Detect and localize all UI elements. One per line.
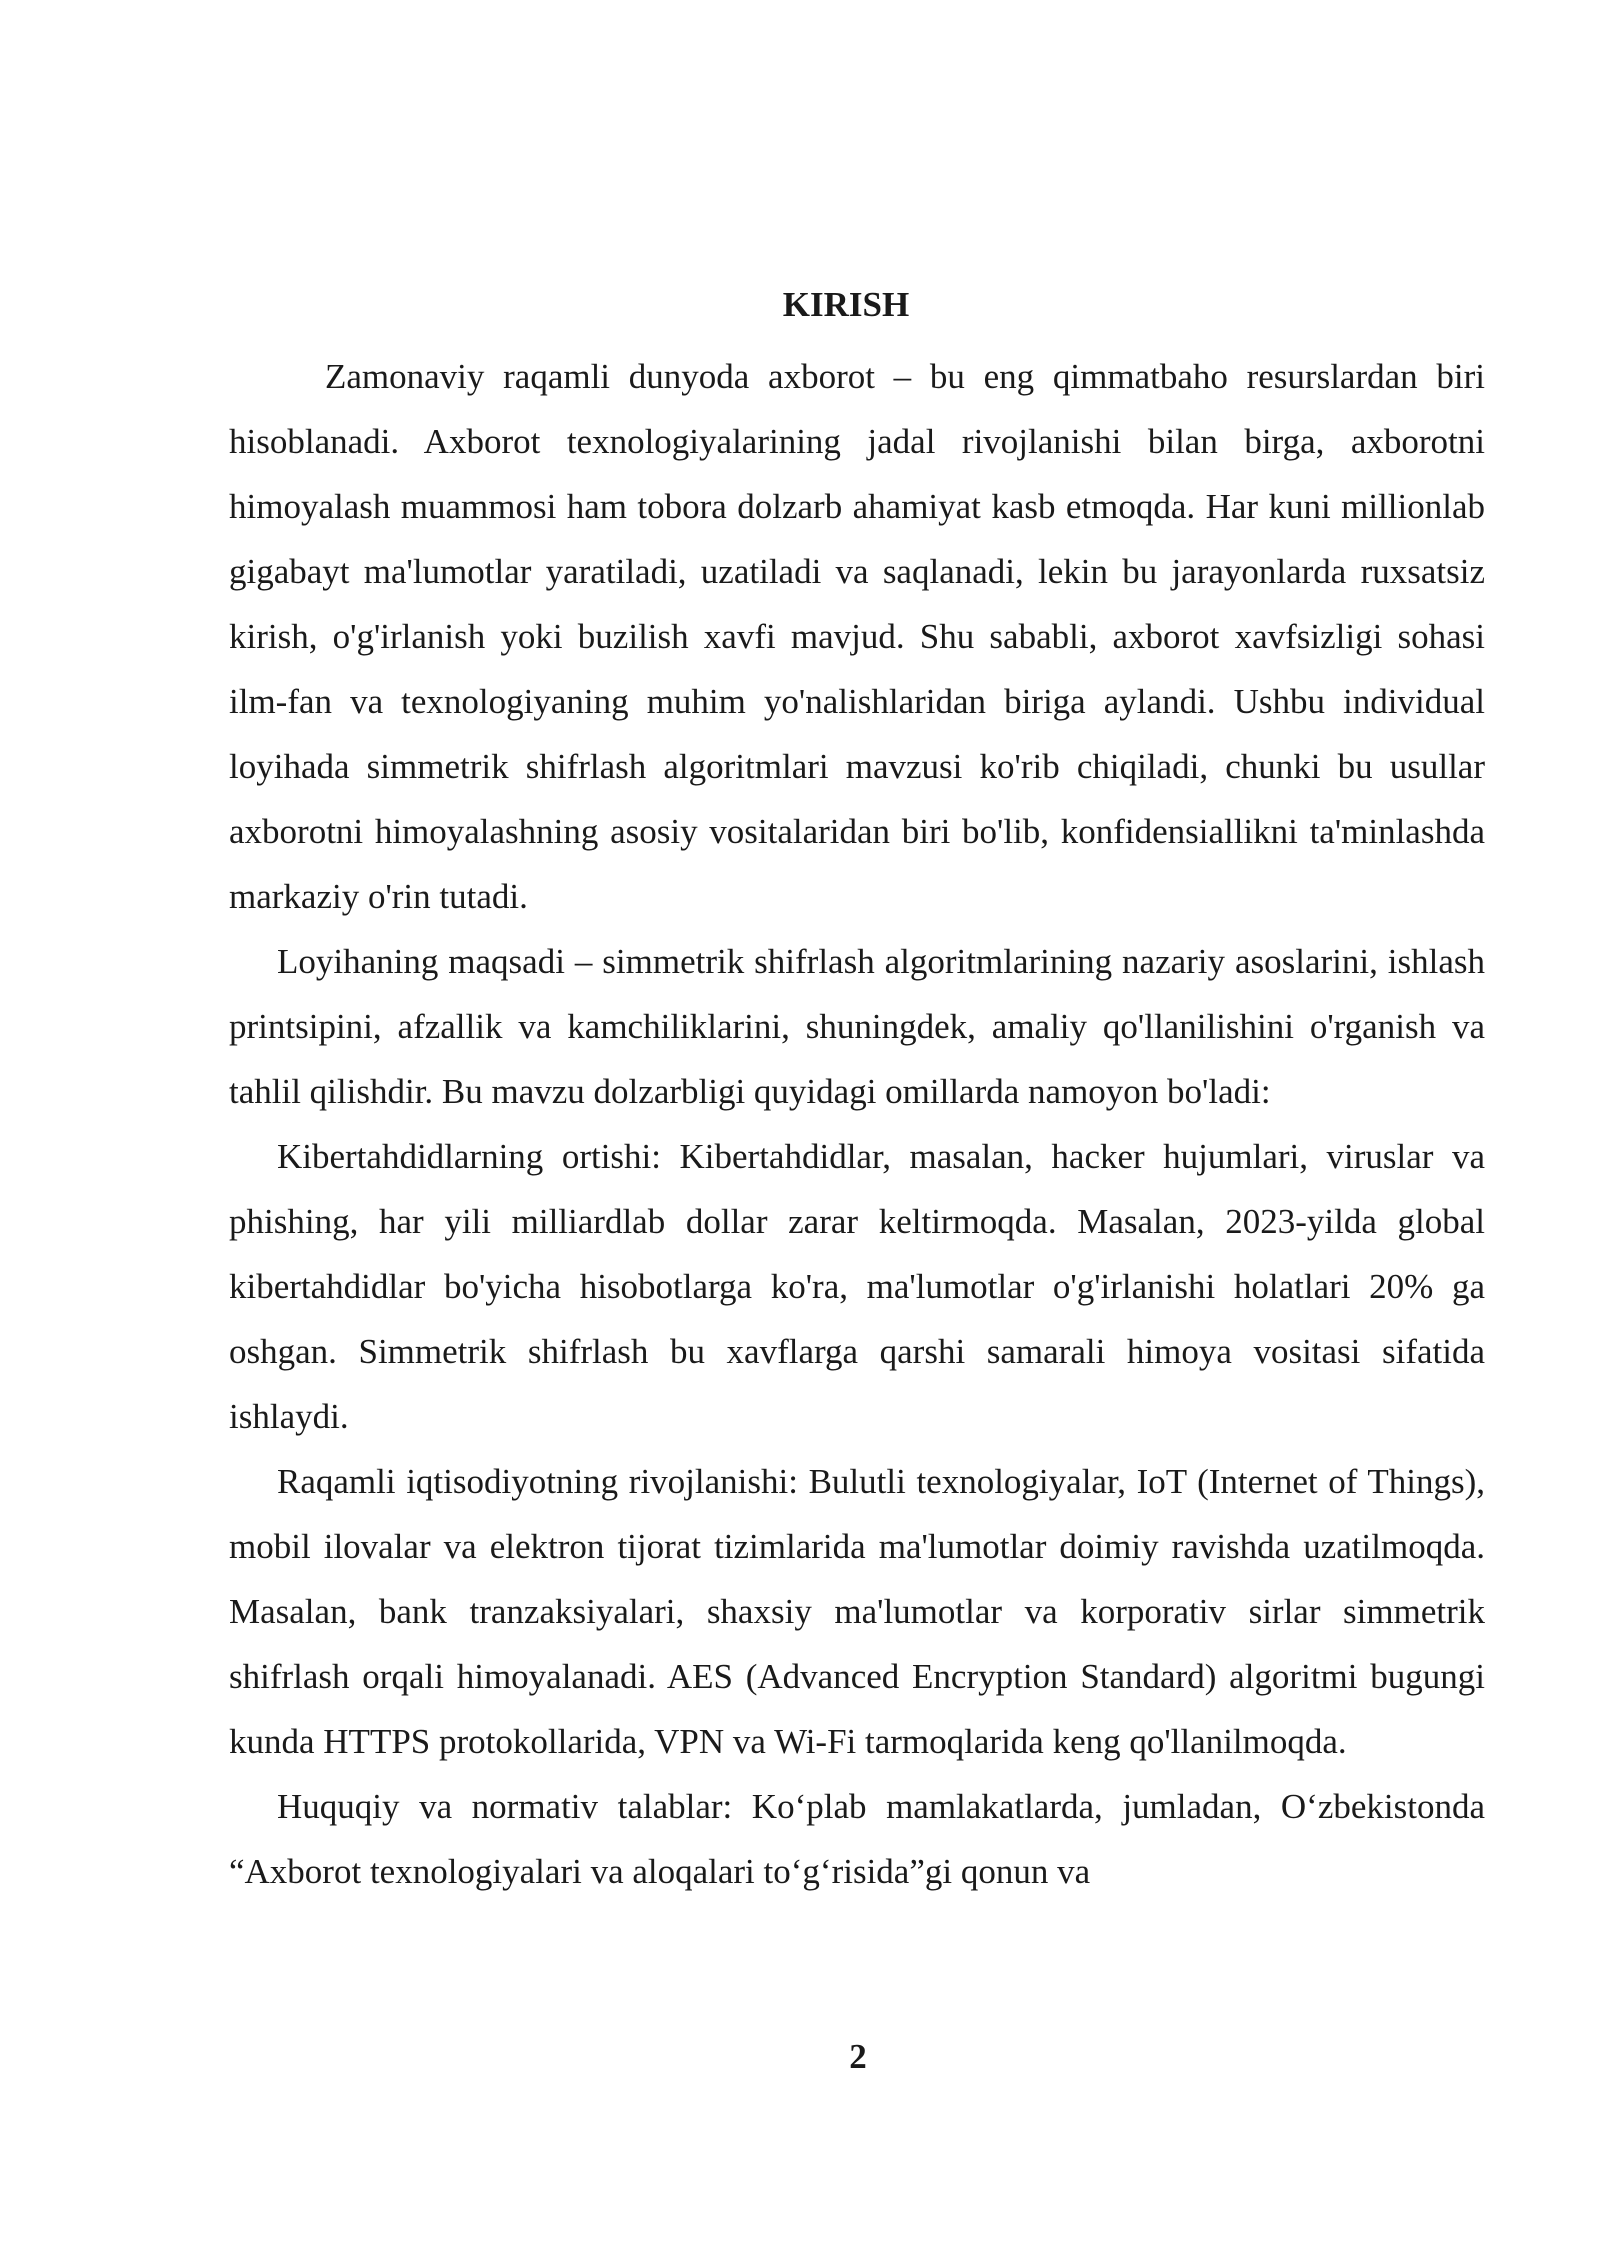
paragraph-cyber-threats: Kibertahdidlarning ortishi: Kibertahdidlar, masalan, hacker hujumlari, viruslar va phishing, har yili milliardlab dollar zarar keltirmoqda. Masalan, 2023-yilda global kibertahdidlar bo'yicha hisobotlarga ko'ra, ma'lumotlar o'g'irlanishi holatlari 20% ga oshgan. Simmetrik shifrlash bu xavflarga qarshi samarali himoya vositasi sifatida ishlaydi.	[229, 1137, 1485, 1436]
section-heading: KIRISH	[782, 285, 910, 324]
body-text	[229, 344, 1485, 1904]
paragraph-legal-requirements: Huquqiy va normativ talablar: Ko‘plab mamlakatlarda, jumladan, O‘zbekistonda “Axborot texnologiyalari va aloqalari to‘g‘risida”gi qonun va	[229, 1787, 1485, 1891]
paragraph-digital-economy: Raqamli iqtisodiyotning rivojlanishi: Bulutli texnologiyalar, IoT (Internet of Things), mobil ilovalar va elektron tijorat tizimlarida ma'lumotlar doimiy ravishda uzatilmoqda. Masalan, bank tranzaksiyalari, shaxsiy ma'lumotlar va korporativ sirlar simmetrik shifrlash orqali himoyalanadi. AES (Advanced Encryption Standard) algoritmi bugungi kunda HTTPS protokollarida, VPN va Wi-Fi tarmoqlarida keng qo'llanilmoqda.	[229, 1462, 1485, 1761]
paragraph-intro: Zamonaviy raqamli dunyoda axborot – bu eng qimmatbaho resurslardan biri hisoblanadi. Axborot texnologiyalarining jadal rivojlanishi bilan birga, axborotni himoyalash muammosi ham tobora dolzarb ahamiyat kasb etmoqda. Har kuni millionlab gigabayt ma'lumotlar yaratiladi, uzatiladi va saqlanadi, lekin bu jarayonlarda ruxsatsiz kirish, o'g'irlanish yoki buzilish xavfi mavjud. Shu sababli, axborot xavfsizligi sohasi ilm-fan va texnologiyaning muhim yo'nalishlaridan biriga aylandi. Ushbu individual loyihada simmetrik shifrlash algoritmlari mavzusi ko'rib chiqiladi, chunki bu usullar axborotni himoyalashning asosiy vositalaridan biri bo'lib, konfidensiallikni ta'minlashda markaziy o'rin tutadi.	[229, 357, 1485, 916]
paragraph-goal: Loyihaning maqsadi – simmetrik shifrlash algoritmlarining nazariy asoslarini, ishlash printsipini, afzallik va kamchiliklarini, shuningdek, amaliy qo'llanilishini o'rganish va tahlil qilishdir. Bu mavzu dolzarbligi quyidagi omillarda namoyon bo'ladi:	[229, 942, 1485, 1111]
page-number: 2	[849, 2037, 867, 2076]
